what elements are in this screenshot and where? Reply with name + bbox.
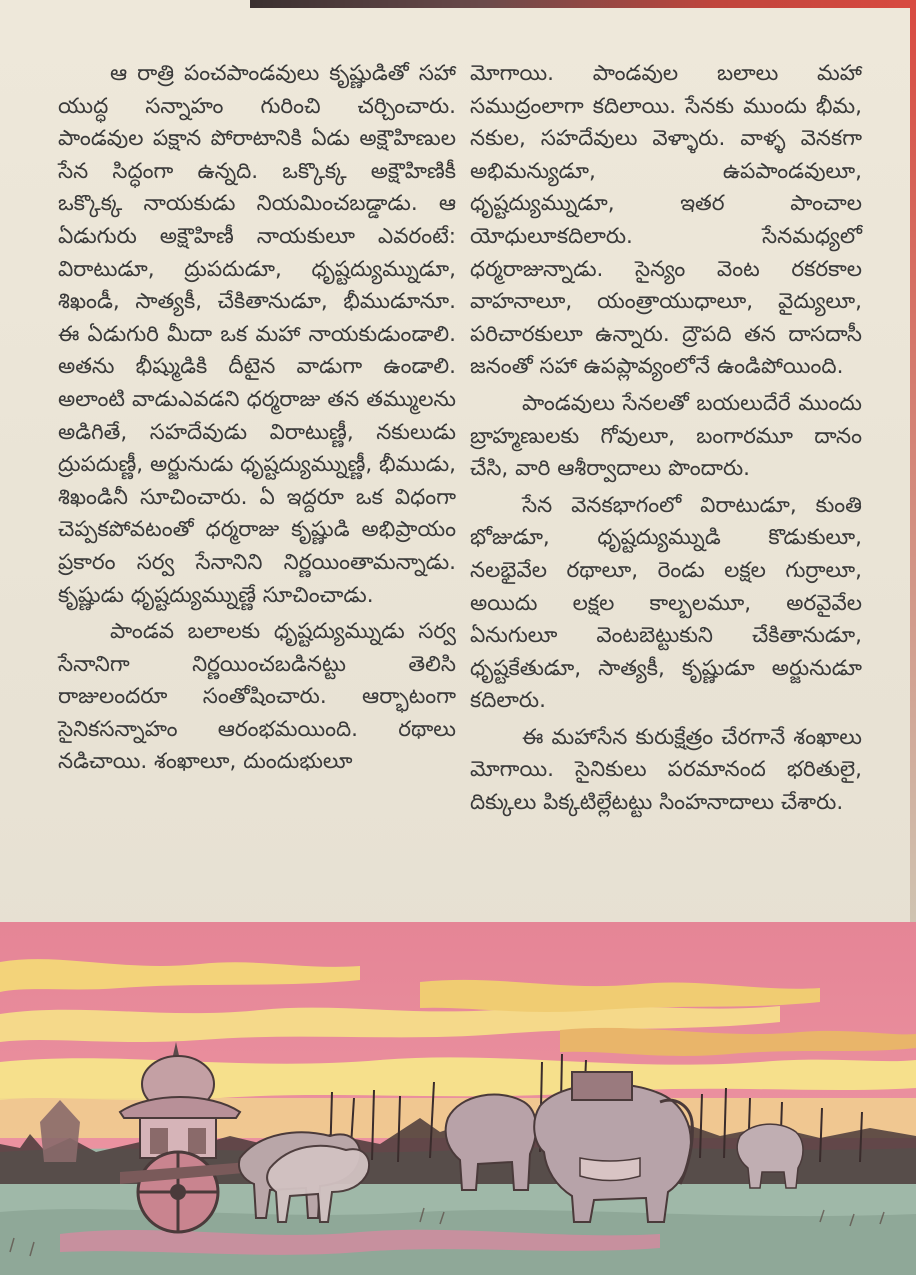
- paragraph: పాండవ బలాలకు ధృష్టద్యుమ్నుడు సర్వ సేనానిగా నిర్ణయించబడినట్టు తెలిసి రాజులందరూ సంతోషించారు. ఆర్భాటంగా సైనికసన్నాహం ఆరంభమయింది. రథాలు నడిచాయి. శంఖాలూ, దుందుభులూ: [58, 619, 456, 775]
- top-color-strip: [250, 0, 916, 8]
- text-column-right: [470, 58, 862, 820]
- paragraph: ఆ రాత్రి పంచపాండవులు కృష్ణుడితో సహా యుద్ధ సన్నాహం గురించి చర్చించారు. పాండవుల పక్షాన పోరాటానికి ఏడు అక్షౌహిణుల సేన సిద్ధంగా ఉన్నది. ఒక్కొక్క అక్షౌహిణికీ ఒక్కొక్క నాయకుడు నియమించబడ్డాడు. ఆ ఏడుగురు అక్షౌహిణీ నాయకులూ ఎవరంటే: విరాటుడూ, ద్రుపదుడూ, ధృష్టద్యుమ్నుడూ, శిఖండీ, సాత్యకీ, చేకితానుడూ, భీముడూనూ. ఈ ఏడుగురి మీదా ఒక మహా నాయకుడుండాలి. అతను భీష్ముడికి దీటైన వాడుగా ఉండాలి. అలాంటి వాడుఎవడని ధర్మరాజు తన తమ్ములను అడిగితే, సహదేవుడు విరాటుణ్ణీ, నకులుడు ద్రుపదుణ్ణీ, అర్జునుడు ధృష్టద్యుమ్నుణ్ణీ, భీముడు, శిఖండినీ సూచించారు. ఏ ఇద్దరూ ఒక విధంగా చెప్పకపోవటంతో ధర్మరాజు కృష్ణుడి అభిప్రాయం ప్రకారం సర్వ సేనానిని నిర్ణయింతామన్నాడు. కృష్ణుడు ధృష్టద్యుమ్నుణ్ణే సూచించాడు.: [58, 61, 456, 608]
- paragraph: మోగాయి. పాండవుల బలాలు మహా సముద్రంలాగా కదిలాయి. సేనకు ముందు భీమ, నకుల, సహదేవులు వెళ్ళారు. వాళ్ళ వెనకగా అభిమన్యుడూ, ఉపపాండవులూ, ధృష్టద్యుమ్నుడూ, ఇతర పాంచాల యోధులూకదిలారు. సేనమధ్యలో ధర్మరాజున్నాడు. సైన్యం వెంట రకరకాల వాహనాలూ, యంత్రాయుధాలూ, వైద్యులూ, పరిచారకులూ ఉన్నారు. ద్రౌపది తన దాసదాసీ జనంతో సహా ఉపప్లావ్యంలోనే ఉండిపోయింది.: [470, 61, 862, 380]
- battlefield-scene: [0, 922, 916, 1275]
- paragraph: ఈ మహాసేన కురుక్షేత్రం చేరగానే శంఖాలు మోగాయి. సైనికులు పరమానంద భరితులై, దిక్కులు పిక్కటిల్లేటట్టు సింహనాదాలు చేశారు.: [470, 724, 862, 816]
- text-column-left: [58, 58, 456, 779]
- paragraph: సేన వెనకభాగంలో విరాటుడూ, కుంతి భోజుడూ, ధృష్టద్యుమ్నుడి కొడుకులూ, నలభైవేల రథాలూ, రెండు లక్షల గుర్రాలూ, అయిదు లక్షల కాల్బలమూ, అరవైవేల ఏనుగులూ వెంటబెట్టుకుని చేకితానుడూ, ధృష్టకేతుడూ, సాత్యకీ, కృష్ణుడూ అర్జునుడూ కదిలారు.: [470, 492, 862, 714]
- paragraph: పాండవులు సేనలతో బయలుదేరే ముందు బ్రాహ్మణులకు గోవులూ, బంగారమూ దానం చేసి, వారి ఆశీర్వాదాలు పొందారు.: [470, 390, 862, 482]
- battlefield-illustration: [0, 922, 916, 1275]
- page-edge: [910, 0, 916, 940]
